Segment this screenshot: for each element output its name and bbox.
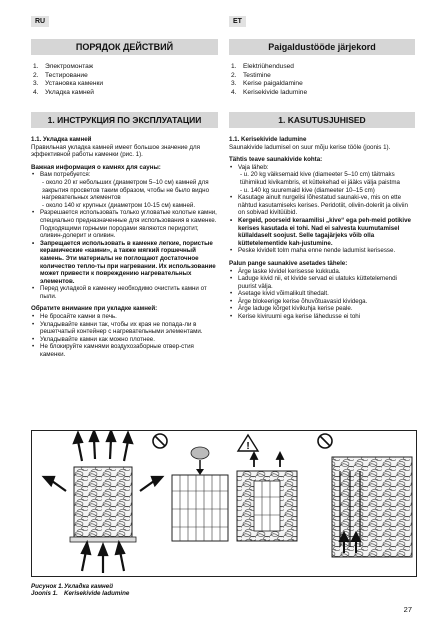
- info-item: [229, 217, 415, 247]
- info-item-text: Запрещается использовать в каменке легкие, пористые керамические «камни», а также мягкий горшечный камень. Эти материалы не поглощают достаточное количество тепло-ты при нагревании. Их использование может привести к повреждению нагревательных элементов.: [40, 239, 216, 285]
- content-column-et: [229, 136, 415, 326]
- info-list-et: [229, 164, 415, 255]
- procedure-item-number: 2.: [231, 71, 237, 79]
- content-column-ru: [31, 136, 219, 364]
- info-item-text: Вам потребуется:: [40, 171, 91, 179]
- attention-item: • Ärge blokeerige kerise õhuvõtuavasid kividega.: [229, 298, 415, 306]
- procedure-item-label: Kerisekivide ladumine: [243, 88, 308, 96]
- figure-caption: [31, 583, 129, 598]
- info-item: [31, 240, 219, 286]
- info-item: [229, 164, 415, 194]
- language-tag-ru: RU: [31, 16, 49, 27]
- attention-item: • Не блокируйте камнями воздухозаборные отвер-стия каменки.: [31, 343, 219, 358]
- caption-text-et: Kerisekivide ladumine: [64, 590, 130, 598]
- procedure-item: [33, 89, 213, 98]
- info-item: [31, 209, 219, 239]
- attention-item: • Ärge laske kividel kerisesse kukkuda.: [229, 268, 415, 276]
- procedure-item-label: Kerise paigaldamine: [243, 80, 303, 88]
- procedure-item-label: Elektriühendused: [243, 63, 294, 70]
- info-item-text: Разрешается использовать только угловатые колотые камни, специально предназначенные для использования в каменке. Подходящими горными породами являются перидотит, оливин-долерит и оливин.: [40, 209, 217, 240]
- correct-stacking-panel: [44, 431, 162, 573]
- procedure-item-number: 4.: [33, 88, 39, 96]
- info-item-text: Kasutage ainult nurgelisi lõhestatud saunaki-ve, mis on ette nähtud kasutamiseks kerises. Peridotiit, oliviin-doleriit ja oliviin on sobivad kivitüübid.: [238, 194, 408, 217]
- info-item: [31, 285, 219, 300]
- procedure-header-et: Paigaldustööde järjekord: [229, 39, 415, 55]
- info-item-detail: - u. 20 kg väiksemaid kive (diameeter 5–10 cm) täitmaks tühimikud kivikambris, et küttekehad ei jääks välja paistma: [240, 171, 400, 186]
- info-item-text: Kergeid, poorseid keraamilisi „kive“ ega peh-meid potikive kerises kasutada ei tohi. Nad ei salvesta kuumutamisel küllaldaselt soojust. Selle tagajärjeks võib olla küttetelementide kah-justumine.: [238, 216, 411, 247]
- procedure-item-number: 1.: [231, 63, 237, 70]
- attention-item: • Не бросайте камни в печь.: [31, 313, 219, 321]
- attention-list-ru: [31, 313, 219, 359]
- caption-label-et: Joonis 1.: [31, 590, 58, 598]
- info-item-text: Перед укладкой в каменку необходимо очистить камни от пыли.: [40, 285, 207, 300]
- no-blocking-panel: [318, 434, 412, 557]
- procedure-item: [231, 72, 411, 81]
- intro-et: Saunakivide ladumisel on suur mõju kerise tööle (joonis 1).: [229, 143, 391, 151]
- procedure-item-label: Тестирование: [45, 71, 88, 79]
- info-item: [229, 194, 415, 217]
- stone-stacking-figure: [31, 430, 417, 577]
- stone-stacking-illustration: [32, 431, 416, 576]
- procedure-item-number: 2.: [33, 71, 39, 79]
- procedure-item-number: 3.: [231, 80, 237, 88]
- info-item: [229, 247, 415, 255]
- svg-text:!: !: [246, 441, 250, 452]
- info-item: [31, 171, 219, 209]
- language-tag-et: ET: [229, 16, 246, 27]
- attention-list-et: [229, 268, 415, 321]
- procedure-item-label: Электромонтаж: [45, 63, 94, 70]
- info-item-detail: - u. 140 kg suuremaid kive (diameeter 10–15 cm): [240, 186, 375, 194]
- procedure-item: [33, 63, 213, 72]
- info-item-detail: - около 20 кг небольших (диаметром 5–10 см) камней для закрытия просветов таким образом, чтобы не было видно нагревательных элементов: [42, 178, 210, 202]
- procedure-item-number: 3.: [33, 80, 39, 88]
- attention-item: • Laduge kivid nii, et kivide servad ei ulatuks küttetelemendi puurist välja.: [229, 275, 415, 290]
- caption-label-ru: Рисунок 1.: [31, 583, 64, 590]
- section-header-et: 1. KASUTUSJUHISED: [229, 112, 415, 128]
- page-number: 27: [403, 605, 412, 614]
- info-title-ru: Важная информация о камнях для сауны:: [31, 163, 161, 171]
- subtitle-ru: 1.1. Укладка камней: [31, 136, 92, 143]
- no-throwing-panel: [153, 434, 228, 541]
- attention-title-ru: Обратите внимание при укладке камней:: [31, 305, 158, 313]
- info-title-et: Tähtis teave saunakivide kohta:: [229, 156, 323, 164]
- procedure-list-et: [231, 63, 411, 97]
- procedure-item: [231, 80, 411, 89]
- attention-item: • Kerise kiviruumi ega kerise lähedusse ei tohi: [229, 313, 415, 321]
- attention-item: • Укладывайте камни так, чтобы их края не попада-ли в решетчатый контейнер с нагревательными элементами.: [31, 321, 219, 336]
- procedure-item: [33, 80, 213, 89]
- procedure-item-label: Testimine: [243, 71, 271, 79]
- info-item-detail: - около 140 кг крупных (диаметром 10-15 см) камней.: [42, 201, 196, 209]
- info-item-text: Vaja läheb:: [238, 163, 269, 171]
- caption-text-ru: Укладка камней: [64, 583, 114, 590]
- attention-item: • Ärge laduge kõrget kivikuhja kerise peale.: [229, 305, 415, 313]
- stone-edges-warning-panel: [237, 435, 297, 541]
- intro-ru: Правильная укладка камней имеет большое значение для эффективной работы каменки (рис. 1).: [31, 143, 200, 159]
- procedure-item: [33, 72, 213, 81]
- procedure-list-ru: [33, 63, 213, 97]
- procedure-item: [231, 63, 411, 72]
- procedure-item-label: Укладка камней: [45, 88, 94, 96]
- procedure-item-label: Установка каменки: [45, 80, 104, 88]
- attention-item: • Укладывайте камни как можно плотнее.: [31, 336, 219, 344]
- procedure-header-ru: ПОРЯДОК ДЕЙСТВИЙ: [31, 39, 218, 55]
- attention-item: • Asetage kivid võimalikult tihedalt.: [229, 290, 415, 298]
- procedure-item-number: 1.: [33, 63, 39, 70]
- info-item-text: Peske kividelt tolm maha enne nende ladumist kerisesse.: [238, 247, 396, 255]
- info-list-ru: [31, 171, 219, 300]
- section-header-ru: 1. ИНСТРУКЦИЯ ПО ЭКСПЛУАТАЦИИ: [31, 112, 218, 128]
- subtitle-et: 1.1. Kerisekivide ladumine: [229, 136, 307, 143]
- attention-title-et: Palun pange saunakive asetades tähele:: [229, 259, 348, 267]
- procedure-item-number: 4.: [231, 88, 237, 96]
- procedure-item: [231, 89, 411, 98]
